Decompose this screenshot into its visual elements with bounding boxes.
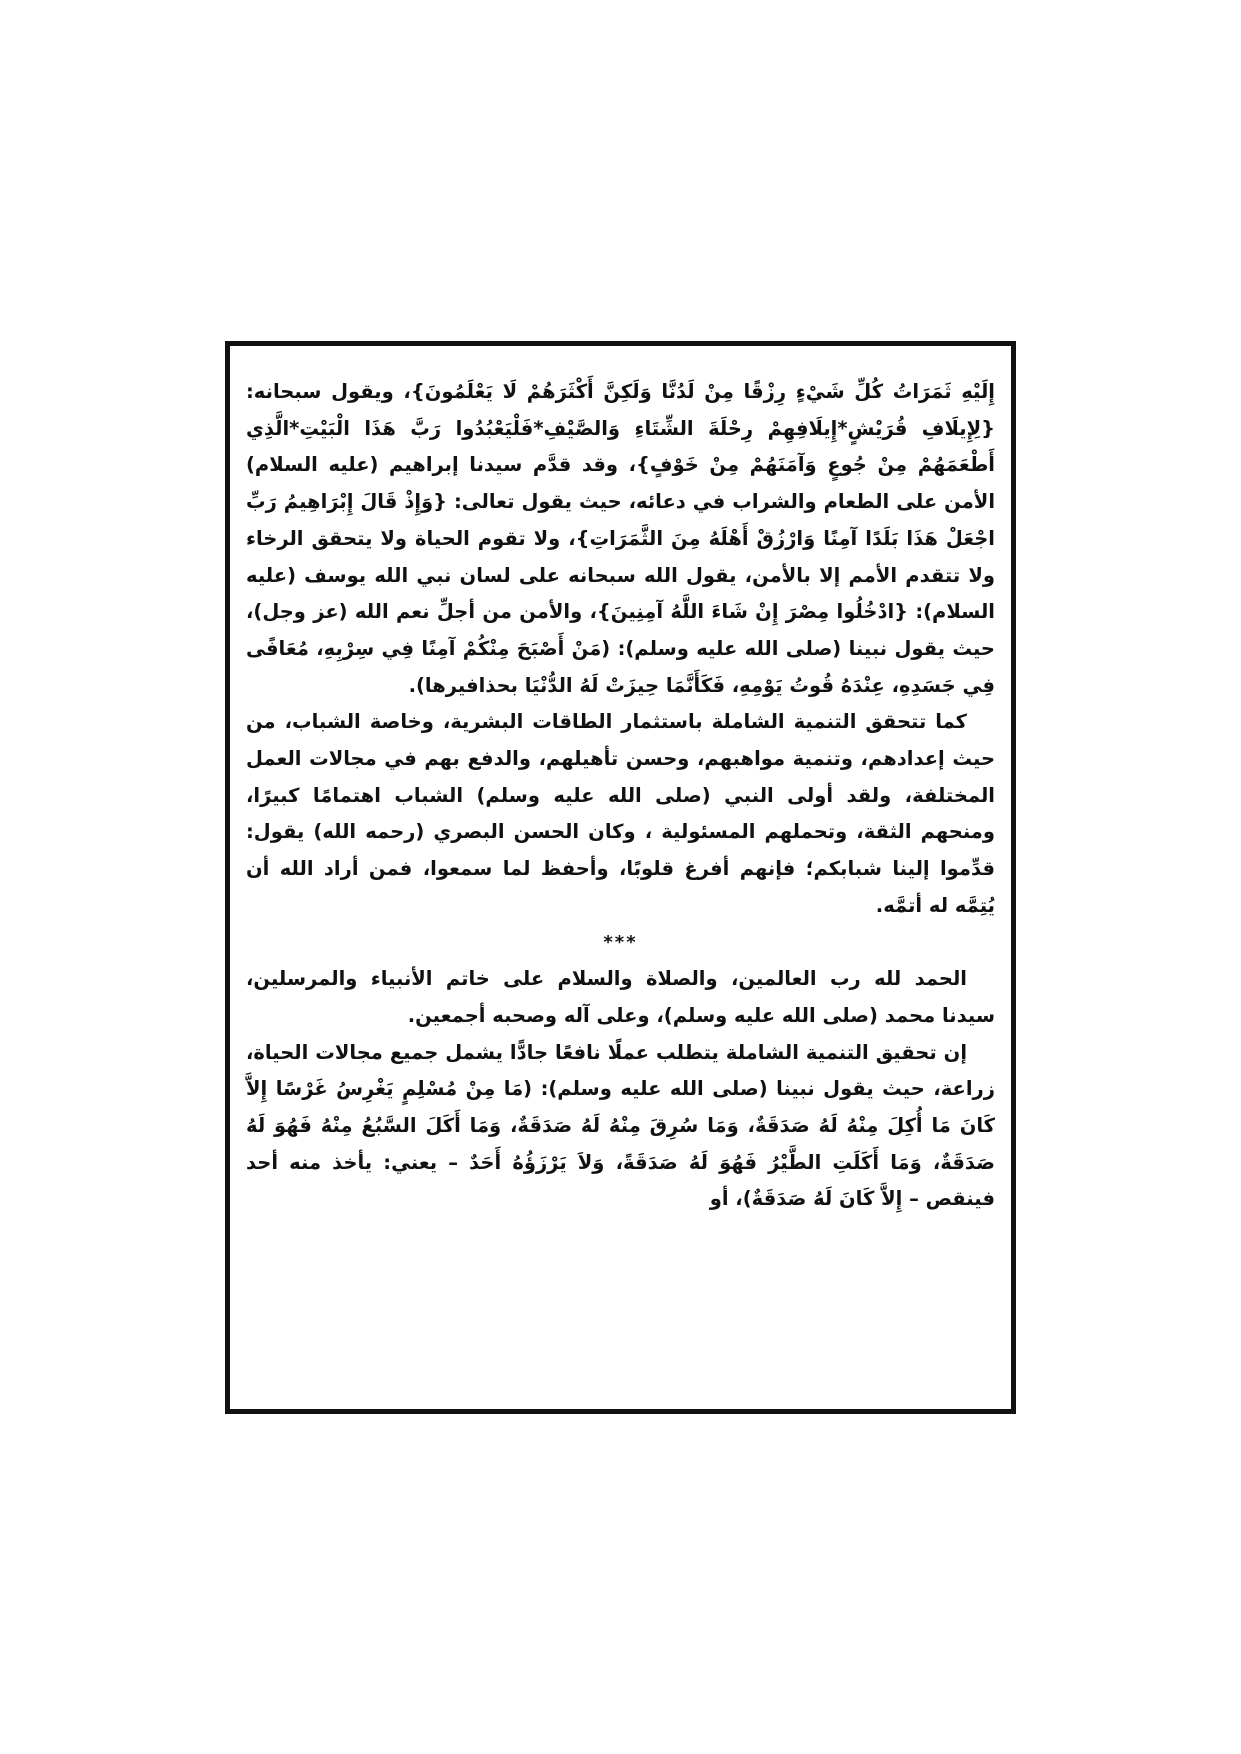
paragraph-agriculture: إن تحقيق التنمية الشاملة يتطلب عملًا نافعًا جادًّا يشمل جميع مجالات الحياة، زراعة، حيث يقول نبينا (صلى الله عليه وسلم): (مَا مِنْ مُسْلِمٍ يَغْرِسُ غَرْسًا إِلاَّ كَانَ مَا أُكِلَ مِنْهُ لَهُ صَدَقَةٌ، وَمَا سُرِقَ مِنْهُ لَهُ صَدَقَةٌ، وَمَا أَكَلَ السَّبُعُ مِنْهُ فَهُوَ لَهُ صَدَقَةٌ، وَمَا أَكَلَتِ الطَّيْرُ فَهُوَ لَهُ صَدَقَةً، وَلاَ يَرْزَؤُهُ أَحَدٌ – يعني: يأخذ منه أحد فينقص – إِلاَّ كَانَ لَهُ صَدَقَةٌ)، أو	[246, 1040, 995, 1211]
document-body	[246, 374, 995, 1389]
paragraph-security: إِلَيْهِ ثَمَرَاتُ كُلِّ شَيْءٍ رِزْقًا مِنْ لَدُنَّا وَلَكِنَّ أَكْثَرَهُمْ لَا يَعْلَمُونَ}، ويقول سبحانه: {لِإِيلَافِ قُرَيْشٍ*إِيلَافِهِمْ رِحْلَةَ الشِّتَاءِ وَالصَّيْفِ*فَلْيَعْبُدُوا رَبَّ هَذَا الْبَيْتِ*الَّذِي أَطْعَمَهُمْ مِنْ جُوعٍ وَآمَنَهُمْ مِنْ خَوْفٍ}، وقد قدَّم سيدنا إبراهيم (عليه السلام) الأمن على الطعام والشراب في دعائه، حيث يقول تعالى: {وَإِذْ قَالَ إِبْرَاهِيمُ رَبِّ اجْعَلْ هَذَا بَلَدًا آمِنًا وَارْزُقْ أَهْلَهُ مِنَ الثَّمَرَاتِ}، ولا تقوم الحياة ولا يتحقق الرخاء ولا تتقدم الأمم إلا بالأمن، يقول الله سبحانه على لسان نبي الله يوسف (عليه السلام): {ادْخُلُوا مِصْرَ إِنْ شَاءَ اللَّهُ آمِنِينَ}، والأمن من أجلِّ نعم الله (عز وجل)، حيث يقول نبينا (صلى الله عليه وسلم): (مَنْ أَصْبَحَ مِنْكُمْ آمِنًا فِي سِرْبِهِ، مُعَافًى فِي جَسَدِهِ، عِنْدَهُ قُوتُ يَوْمِهِ، فَكَأَنَّمَا حِيزَتْ لَهُ الدُّنْيَا بحذافيرها).	[246, 380, 995, 697]
page-frame	[225, 341, 1016, 1414]
paragraph-opening-praise: الحمد لله رب العالمين، والصلاة والسلام على خاتم الأنبياء والمرسلين، سيدنا محمد (صلى الله عليه وسلم)، وعلى آله وصحبه أجمعين.	[246, 967, 995, 1027]
paragraph-youth: كما تتحقق التنمية الشاملة باستثمار الطاقات البشرية، وخاصة الشباب، من حيث إعدادهم، وتنمية مواهبهم، وحسن تأهيلهم، والدفع بهم في مجالات العمل المختلفة، ولقد أولى النبي (صلى الله عليه وسلم) الشباب اهتمامًا كبيرًا، ومنحهم الثقة، وتحملهم المسئولية ، وكان الحسن البصري (رحمه الله) يقول: قدِّموا إلينا شبابكم؛ فإنهم أفرغ قلوبًا، وأحفظ لما سمعوا، فمن أراد الله أن يُتِمَّه له أتمَّه.	[246, 710, 995, 917]
section-separator: ***	[603, 931, 638, 953]
